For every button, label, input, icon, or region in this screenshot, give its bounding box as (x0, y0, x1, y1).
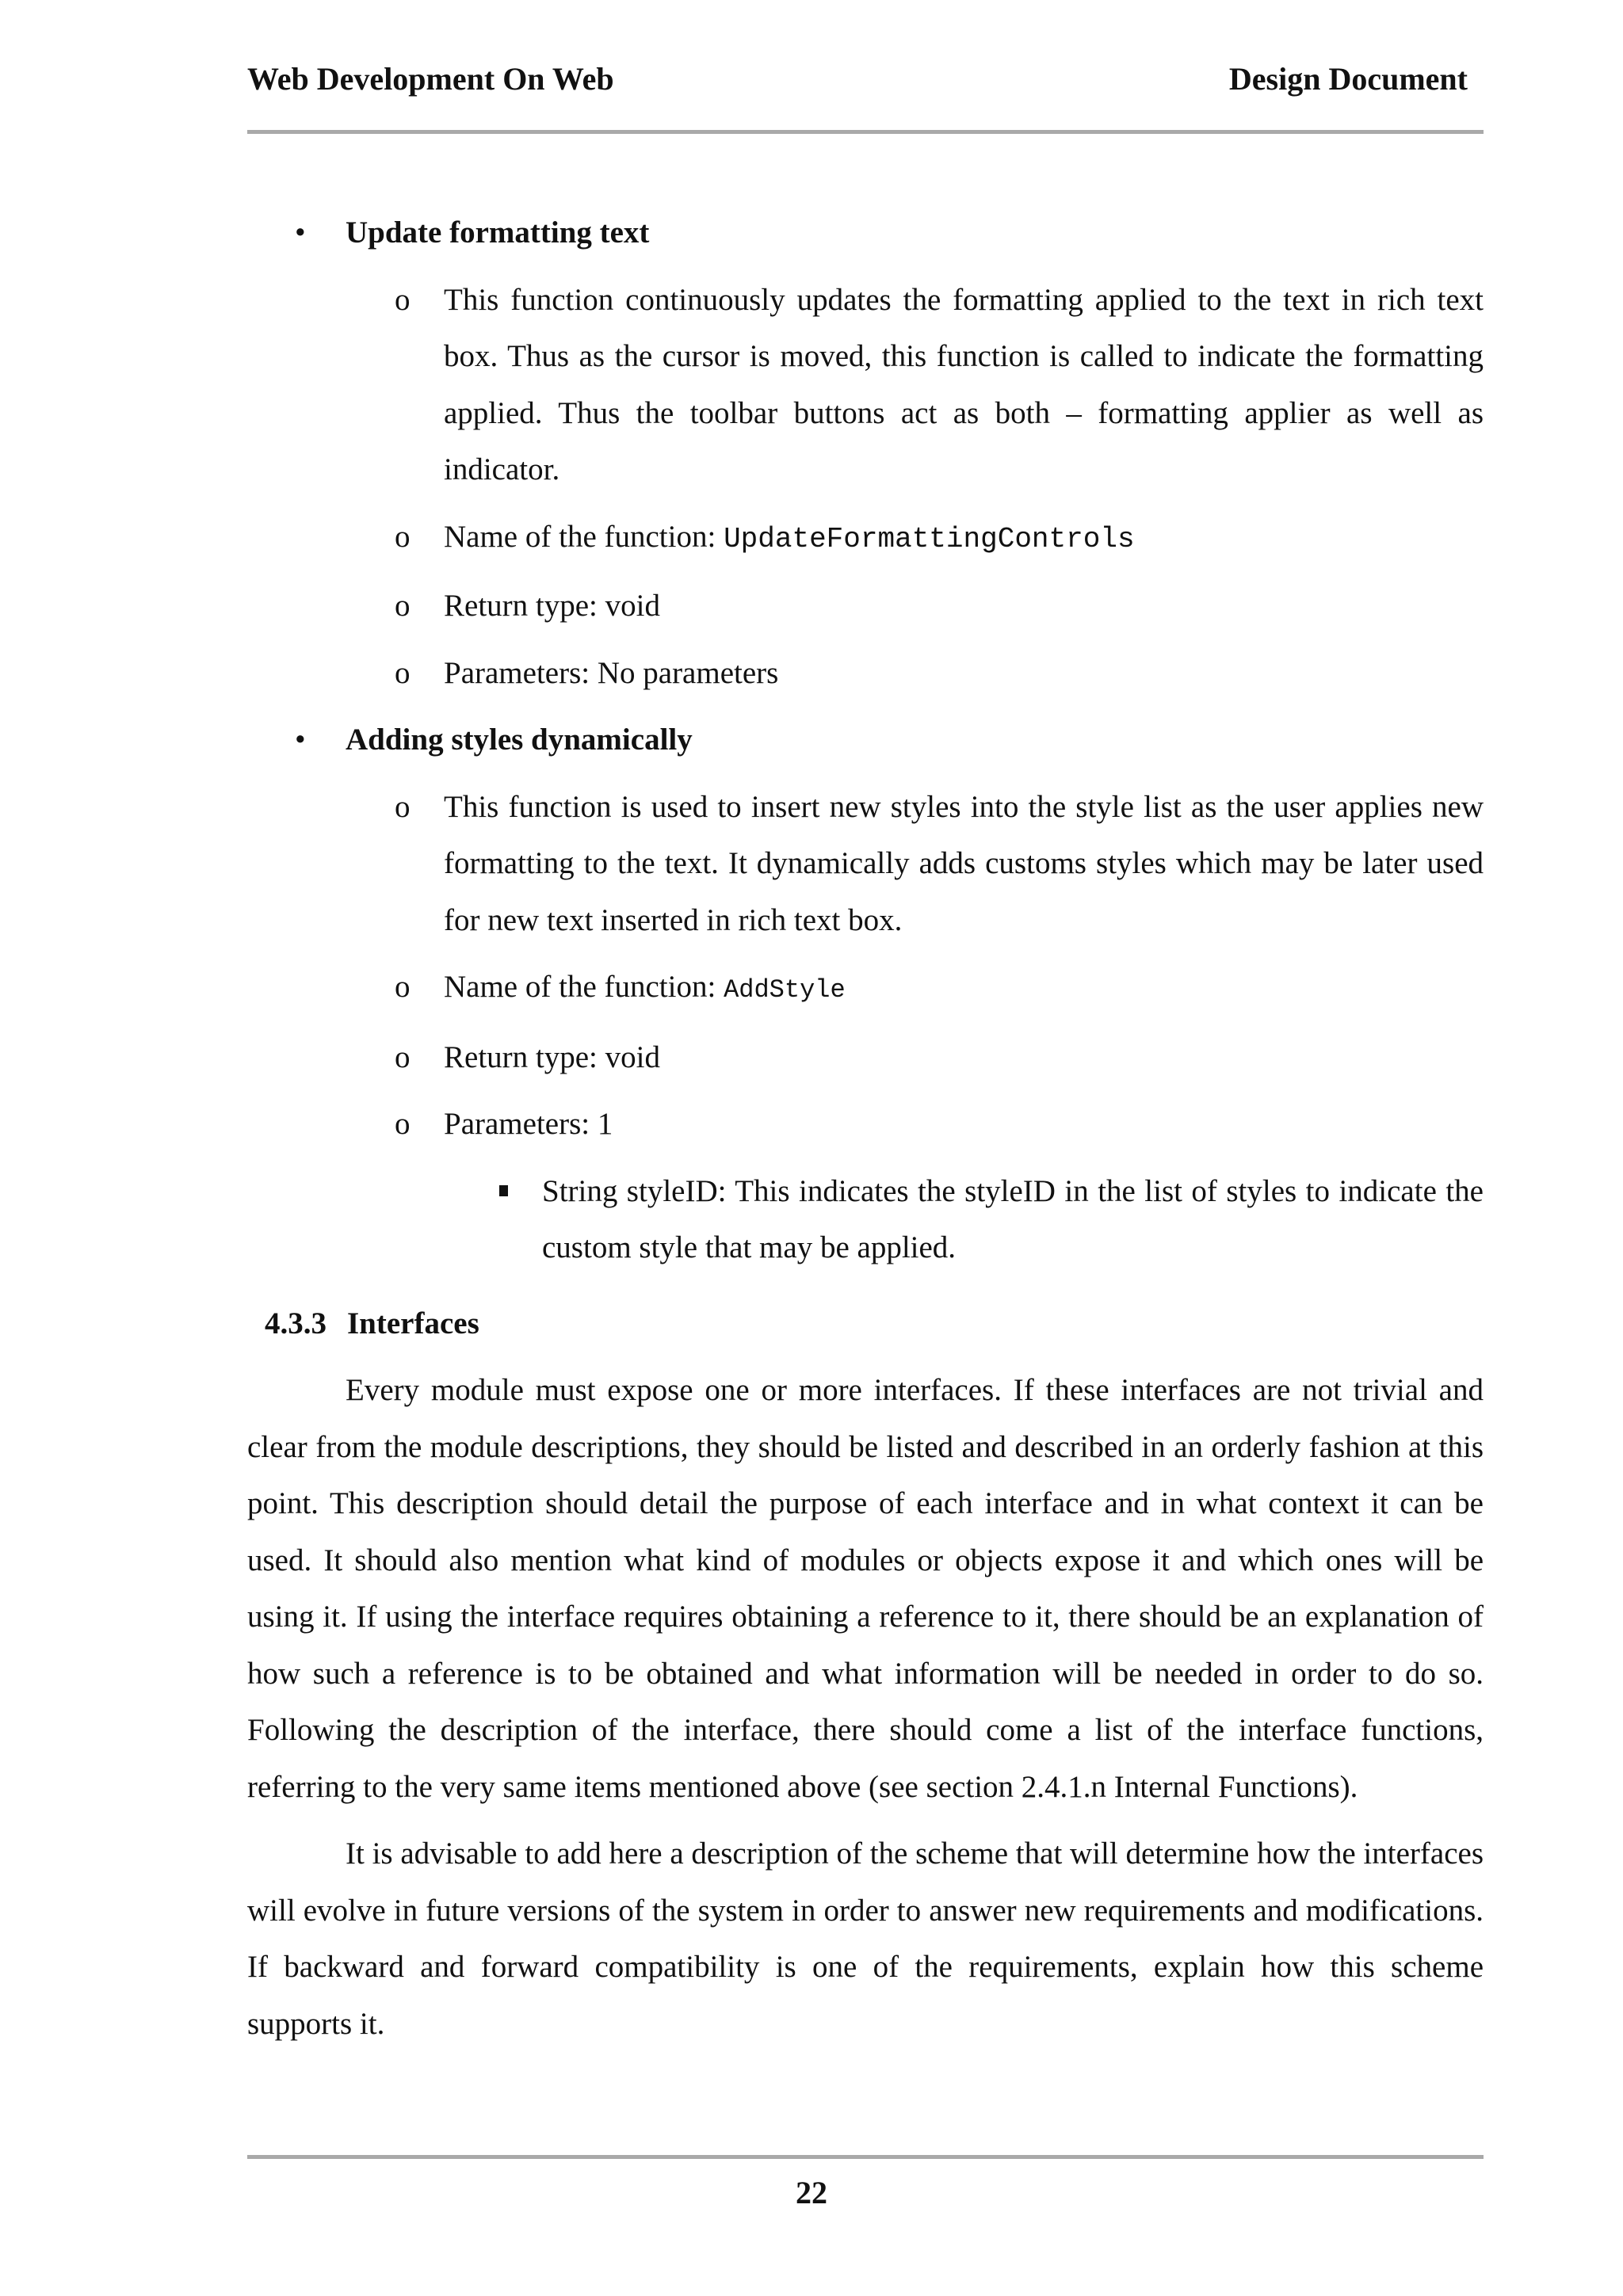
body-paragraph: It is advisable to add here a description of the scheme that will determine how the interfaces will evolve in future versions of the system in order to answer new requirements and modifications. If backward and forward compatibility is one of the requirements, explain how this scheme supports it. (247, 1836, 1484, 2041)
bullet-marker: • (295, 215, 306, 250)
bullet-adding-styles (247, 711, 1484, 769)
sub-marker: o (395, 789, 411, 824)
sub-item-description (247, 272, 1484, 498)
bullet-title: Adding styles dynamically (346, 723, 693, 757)
header-doc-type: Design Document (1228, 61, 1468, 97)
bullet-title: Update formatting text (346, 215, 650, 250)
header-title: Web Development On Web (247, 61, 614, 97)
parameter-detail (247, 1163, 1484, 1276)
sub-item-parameters (247, 645, 1484, 702)
section-heading-interfaces (247, 1295, 1484, 1352)
sub-marker: o (395, 655, 411, 690)
parameter-detail-text: String styleID: This indicates the styleID in the list of styles to indicate the custom style that may be applied. (542, 1173, 1484, 1264)
page-body (247, 204, 1484, 2062)
sub-marker: o (395, 1107, 411, 1141)
footer-divider (247, 2155, 1484, 2159)
sub-marker: o (395, 589, 411, 623)
sub-item-text: Return type: void (444, 1039, 660, 1074)
sub-marker: o (395, 970, 411, 1004)
sub-item-text: Parameters: 1 (444, 1107, 613, 1141)
sub-item-text: This function continuously updates the formatting applied to the text in rich text box. Thus as the cursor is moved, this function is called to indicate the formatting applied. Thus the toolbar buttons act as both – formatting applier as well as indicator. (444, 282, 1484, 486)
body-paragraph: Every module must expose one or more interfaces. If these interfaces are not trivial and clear from the module descriptions, they should be listed and described in an orderly fashion at this point. This description should detail the purpose of each interface and in what context it can be used. It should also mention what kind of modules or objects expose it and which ones will be using it. If using the interface requires obtaining a reference to it, there should be an explanation of how such a reference is to be obtained and what information will be needed in order to do so. Following the description of the interface, there should come a list of the interface functions, referring to the very same items mentioned above (see section 2.4.1.n Internal Functions). (247, 1373, 1484, 1804)
sub-item-description (247, 779, 1484, 949)
header-divider (247, 130, 1484, 134)
bullet-marker: • (295, 723, 306, 757)
sub-item-text: This function is used to insert new styles into the style list as the user applies new formatting to the text. It dynamically adds customs styles which may be later used for new text inserted in rich text box. (444, 789, 1484, 937)
sub-marker: o (395, 1039, 411, 1074)
function-name-code: AddStyle (724, 975, 846, 1005)
sub-item-text: Parameters: No parameters (444, 655, 779, 690)
sub-item-text: Return type: void (444, 589, 660, 623)
function-name-code: UpdateFormattingControls (724, 522, 1135, 555)
section-number: 4.3.3 (265, 1306, 327, 1341)
sub-marker: o (395, 282, 411, 317)
sub-item-parameters (247, 1096, 1484, 1153)
section-title: Interfaces (347, 1306, 479, 1341)
sub-item-function-name (247, 509, 1484, 568)
sub-item-function-name (247, 959, 1484, 1019)
sub-item-return-type (247, 1029, 1484, 1086)
sub-item-return-type (247, 578, 1484, 635)
bullet-update-formatting (247, 204, 1484, 261)
function-name-label: Name of the function: (444, 970, 724, 1004)
page-number: 22 (796, 2175, 827, 2210)
sub-marker: o (395, 519, 411, 554)
function-name-label: Name of the function: (444, 519, 724, 554)
square-bullet-icon (499, 1185, 508, 1196)
